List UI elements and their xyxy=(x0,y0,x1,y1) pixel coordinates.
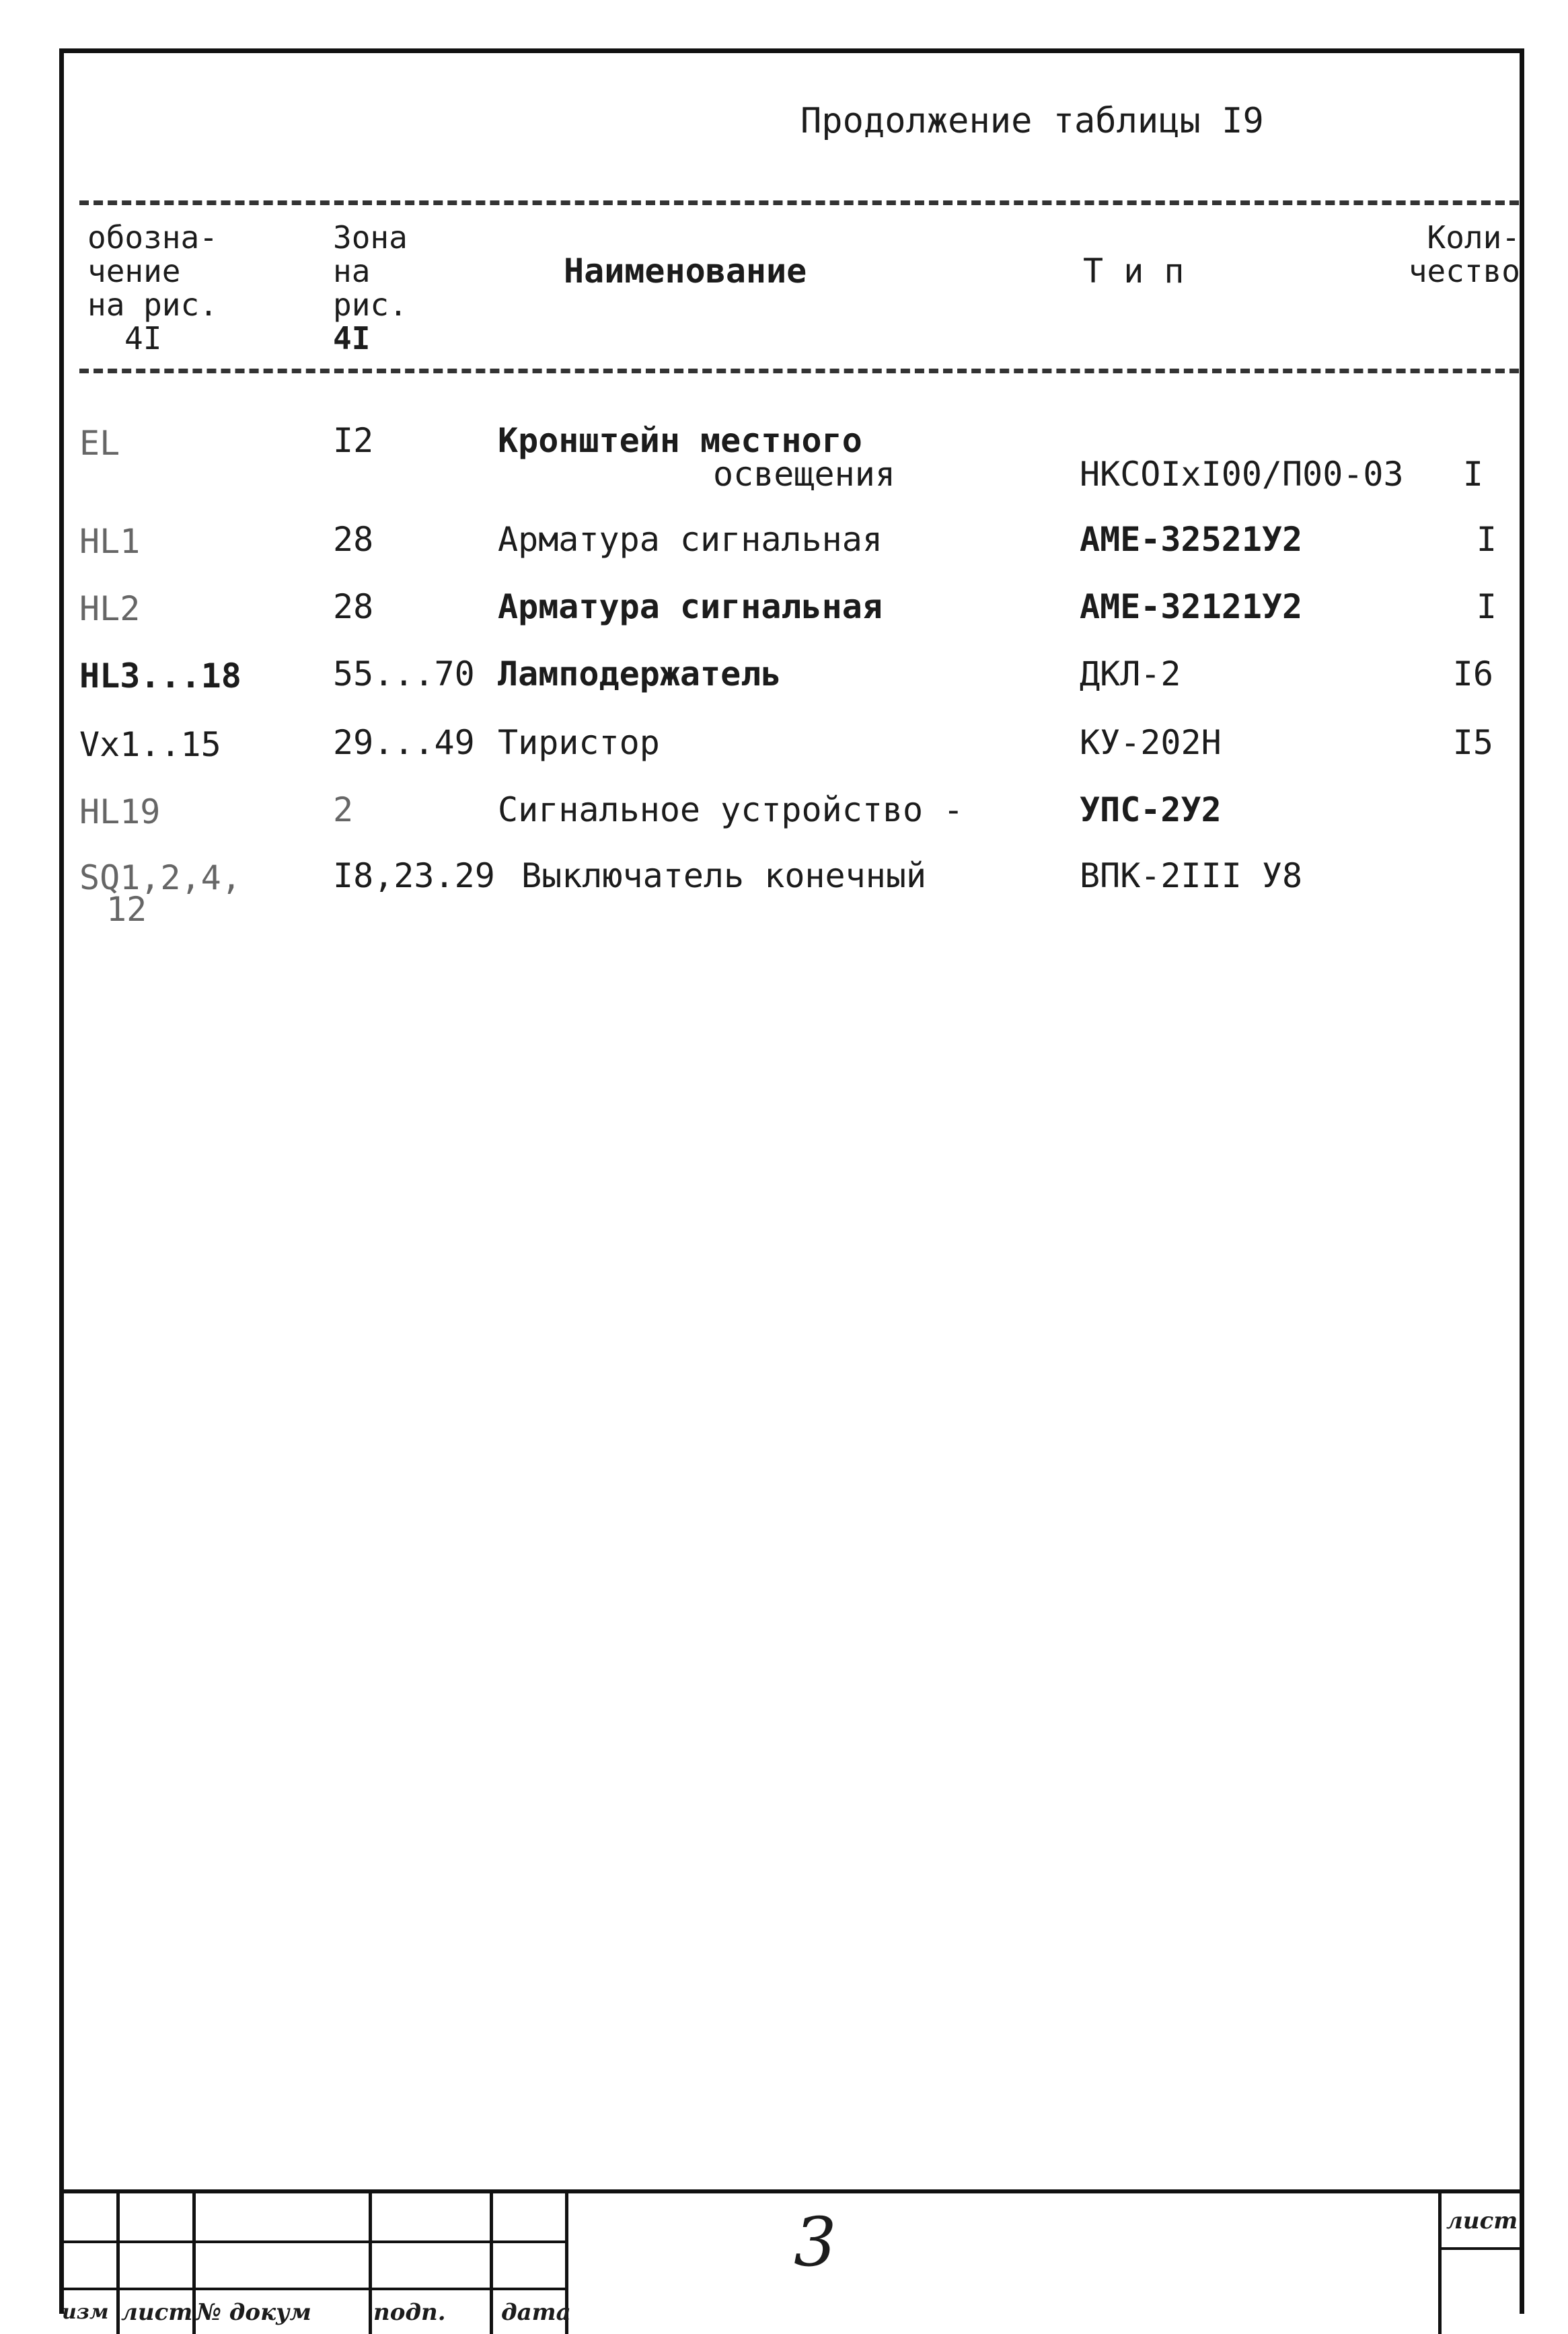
header-bottom-rule xyxy=(79,369,1519,373)
row-6-type: ВПК-2III У8 xyxy=(1080,856,1303,895)
row-3-qty: I6 xyxy=(1452,654,1493,693)
row-2-qty: I xyxy=(1476,587,1497,626)
row-5-type: УПС-2У2 xyxy=(1080,790,1222,829)
row-0-qty: I xyxy=(1462,455,1483,494)
title-block-divider xyxy=(369,2193,372,2334)
title-block-row-line xyxy=(59,2288,565,2290)
row-5-name: Сигнальное устройство - xyxy=(498,790,964,829)
label-change: изм xyxy=(62,2300,109,2324)
row-6-designation: SQ1,2,4, xyxy=(79,858,241,897)
row-1-name: Арматура сигнальная xyxy=(498,520,883,559)
document-frame xyxy=(59,48,1524,2314)
title-block-row-line xyxy=(59,2241,565,2243)
label-doc-number: № докум xyxy=(196,2299,311,2326)
row-3-name: Ламподержатель xyxy=(498,654,782,693)
row-0-designation: EL xyxy=(79,424,120,463)
row-0-name-cont: освещения xyxy=(713,455,895,494)
row-4-designation: Vx1..15 xyxy=(79,725,221,764)
header-name: Наименование xyxy=(564,252,807,291)
header-quantity: Коли- чество xyxy=(1408,219,1520,289)
row-2-designation: HL2 xyxy=(79,589,141,628)
header-top-rule xyxy=(79,200,1519,205)
row-6-name: Выключатель конечный xyxy=(521,856,927,895)
title-block-divider xyxy=(192,2193,196,2334)
row-1-designation: HL1 xyxy=(79,522,141,561)
label-date: дата xyxy=(501,2299,571,2326)
row-1-zone: 28 xyxy=(333,520,374,559)
row-3-designation: HL3...18 xyxy=(79,656,241,695)
row-0-zone: I2 xyxy=(333,421,374,460)
row-1-type: АМЕ-32521У2 xyxy=(1080,520,1303,559)
title-block-divider xyxy=(490,2193,493,2334)
row-4-zone: 29...49 xyxy=(333,723,475,762)
row-4-type: КУ-202Н xyxy=(1080,723,1222,762)
row-2-type: АМЕ-32121У2 xyxy=(1080,587,1303,626)
title-block-divider xyxy=(1438,2193,1442,2334)
row-5-zone: 2 xyxy=(333,790,354,829)
row-0-name: Кронштейн местного xyxy=(498,421,862,460)
row-2-name: Арматура сигнальная xyxy=(498,587,883,626)
row-4-qty: I5 xyxy=(1452,723,1493,762)
sheet-number: 3 xyxy=(794,2203,837,2282)
row-0-type: НКСОIхI00/П00-03 xyxy=(1080,455,1404,494)
row-3-type: ДКЛ-2 xyxy=(1080,654,1181,693)
header-type: Т и п xyxy=(1083,252,1185,291)
title-block-row-line xyxy=(1438,2247,1524,2250)
label-sheet-box: лист xyxy=(1446,2208,1518,2234)
header-designation: обозна- чение на рис. 4I xyxy=(87,219,218,356)
row-6-zone: I8,23.29 xyxy=(333,856,495,895)
row-2-zone: 28 xyxy=(333,587,374,626)
title-block-divider xyxy=(116,2193,120,2334)
row-4-name: Тиристор xyxy=(498,723,660,762)
row-1-qty: I xyxy=(1476,520,1497,559)
row-3-zone: 55...70 xyxy=(333,654,475,693)
row-6-designation-cont: 12 xyxy=(106,890,147,929)
continuation-title: Продолжение таблицы I9 xyxy=(800,101,1264,141)
row-5-designation: HL19 xyxy=(79,792,161,831)
header-zone: Зона на рис. 4I xyxy=(333,219,408,356)
label-sheet: лист xyxy=(121,2299,193,2326)
label-signature: подп. xyxy=(373,2299,446,2326)
